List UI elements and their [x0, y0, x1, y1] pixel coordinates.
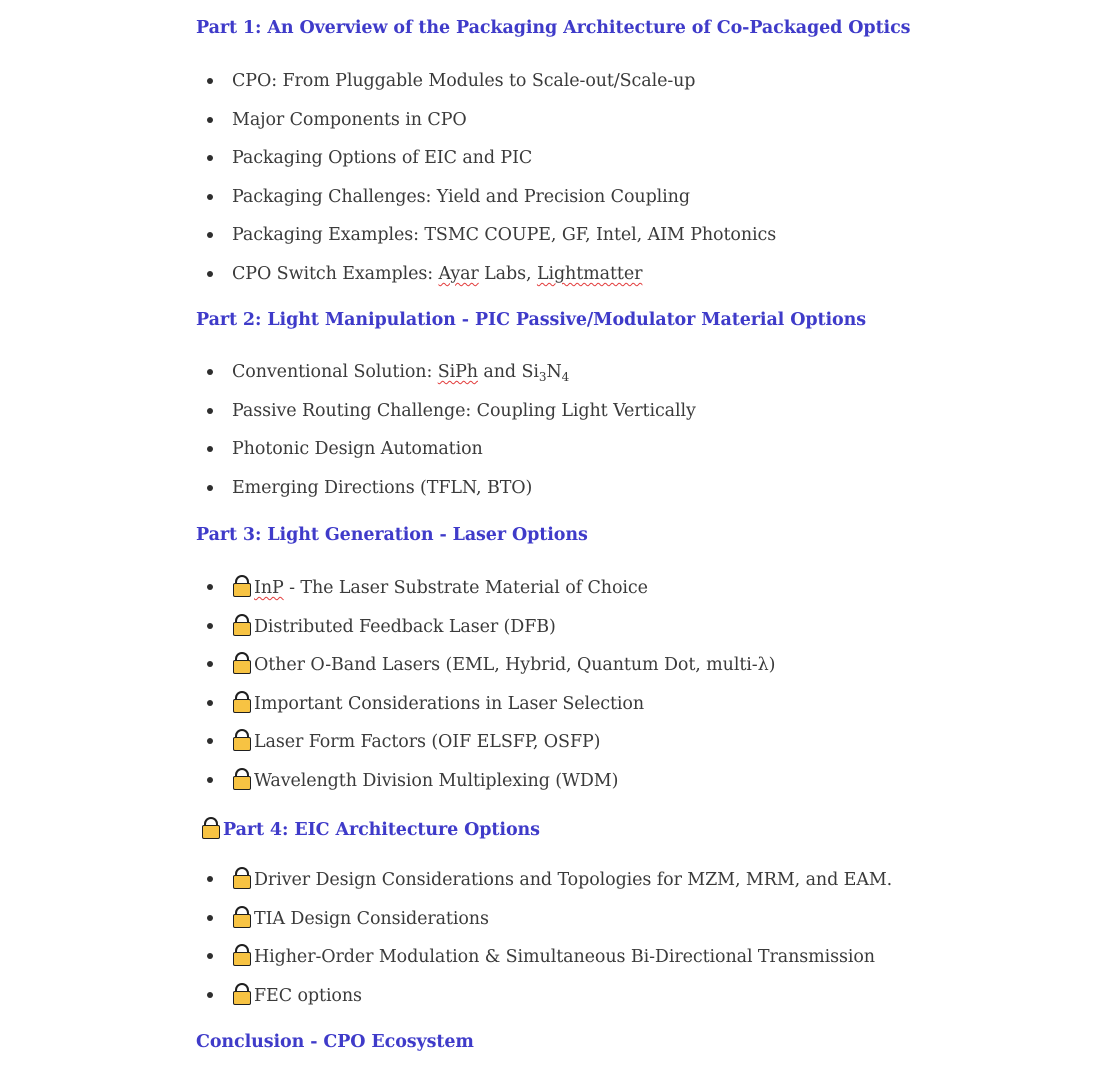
- subscript: 3: [538, 370, 547, 384]
- item-text: Laser Form Factors (OIF ELSFP, OSFP): [254, 732, 601, 753]
- misspelled-word[interactable]: Ayar: [438, 263, 479, 284]
- subscript: 4: [561, 370, 570, 384]
- part3-list: [232, 575, 775, 807]
- lock-icon: [232, 652, 252, 673]
- lock-icon: [232, 906, 252, 927]
- part4-heading: [201, 817, 540, 840]
- item-text: Labs,: [478, 263, 537, 284]
- item-text: FEC options: [254, 985, 362, 1006]
- part2-heading: Part 2: Light Manipulation - PIC Passive/Modulator Material Options: [196, 310, 866, 330]
- item-text: - The Laser Substrate Material of Choice: [283, 578, 648, 598]
- item-text: Higher-Order Modulation & Simultaneous Bi-Directional Transmission: [254, 947, 875, 968]
- part4-list: [232, 867, 892, 1021]
- lock-icon: [232, 575, 252, 596]
- lock-icon: [232, 691, 252, 712]
- item-text: TIA Design Considerations: [254, 908, 489, 929]
- list-item: [232, 729, 775, 768]
- item-text: Other O-Band Lasers (EML, Hybrid, Quantum Dot, multi-λ): [254, 655, 776, 676]
- list-item: Packaging Options of EIC and PIC: [232, 146, 776, 185]
- list-item: [232, 768, 775, 807]
- part2-list: [232, 360, 696, 514]
- misspelled-word[interactable]: InP: [254, 578, 284, 598]
- list-item: [232, 652, 775, 691]
- list-item: [232, 614, 775, 653]
- lock-icon: [232, 729, 252, 750]
- part4-heading-text: Part 4: EIC Architecture Options: [223, 820, 540, 840]
- part3-heading: Part 3: Light Generation - Laser Options: [196, 525, 588, 545]
- misspelled-word[interactable]: Lightmatter: [536, 263, 643, 284]
- misspelled-word[interactable]: SiPh: [437, 362, 478, 382]
- list-item: Passive Routing Challenge: Coupling Light Vertically: [232, 399, 696, 438]
- part1-heading: Part 1: An Overview of the Packaging Architecture of Co-Packaged Optics: [196, 18, 911, 38]
- item-text: N: [546, 362, 562, 382]
- list-item-conventional-solution: [232, 360, 696, 399]
- lock-icon: [232, 944, 252, 965]
- list-item: Major Components in CPO: [232, 108, 776, 147]
- part1-list: [232, 69, 776, 301]
- item-text: Important Considerations in Laser Selection: [254, 693, 645, 714]
- item-text: Distributed Feedback Laser (DFB): [254, 616, 556, 637]
- list-item: [232, 867, 892, 906]
- list-item: [232, 983, 892, 1022]
- list-item: Packaging Examples: TSMC COUPE, GF, Intel, AIM Photonics: [232, 223, 776, 262]
- list-item: Emerging Directions (TFLN, BTO): [232, 476, 696, 515]
- lock-icon: [232, 614, 252, 635]
- list-item: Packaging Challenges: Yield and Precision Coupling: [232, 185, 776, 224]
- list-item: [232, 691, 775, 730]
- item-text: Driver Design Considerations and Topologies for MZM, MRM, and EAM.: [254, 870, 893, 890]
- lock-icon: [201, 817, 221, 838]
- list-item-inp: [232, 575, 775, 614]
- list-item-cpo-switch-examples: [232, 262, 776, 301]
- lock-icon: [232, 867, 252, 888]
- lock-icon: [232, 768, 252, 789]
- list-item: Photonic Design Automation: [232, 437, 696, 476]
- item-text: Wavelength Division Multiplexing (WDM): [254, 770, 619, 791]
- list-item: [232, 906, 892, 945]
- conclusion-heading: Conclusion - CPO Ecosystem: [196, 1032, 474, 1052]
- list-item: CPO: From Pluggable Modules to Scale-out/Scale-up: [232, 69, 776, 108]
- item-text: and Si: [477, 362, 539, 382]
- item-text: Conventional Solution:: [232, 362, 438, 382]
- list-item: [232, 944, 892, 983]
- item-text: CPO Switch Examples:: [232, 263, 439, 284]
- lock-icon: [232, 983, 252, 1004]
